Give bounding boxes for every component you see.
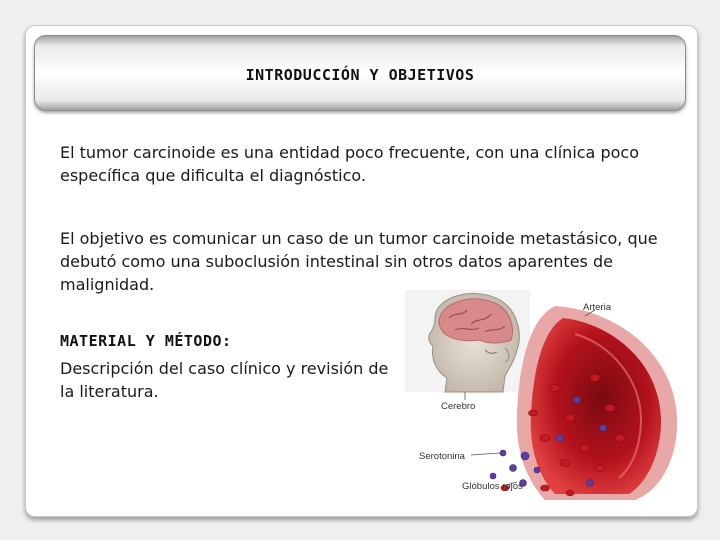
method-text: Descripción del caso clínico y revisión de la literatura. [60,359,389,401]
label-serotonina: Serotonina [419,451,465,462]
title-bar [34,35,686,111]
method-heading: MATERIAL Y MÉTODO: [60,332,232,350]
intro-paragraph: El tumor carcinoide es una entidad poco frecuente, con una clínica poco específica que dificulta el diagnóstico. [60,143,639,185]
label-cerebro: Cerebro [441,401,476,412]
page-title: INTRODUCCIÓN Y OBJETIVOS [245,66,475,84]
objective-paragraph: El objetivo es comunicar un caso de un tumor carcinoide metastásico, que debutó como una suboclusión intestinal sin otros datos aparentes de malignidad. [60,229,658,294]
head-illustration [405,290,530,392]
label-arteria: Arteria [583,302,611,313]
carcinoid-illustration [405,288,685,500]
label-globulos-rojos: Glóbulos rojos [462,481,523,492]
